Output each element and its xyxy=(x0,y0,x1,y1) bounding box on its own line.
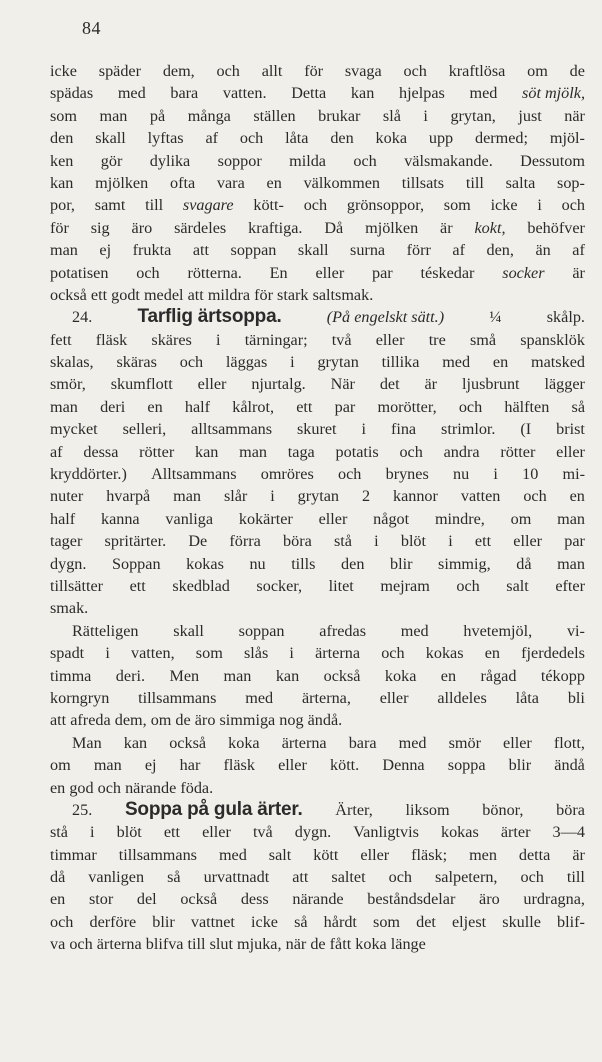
text-line: då vanligen så urvattnadt att saltet och salpetern, och till xyxy=(50,868,585,887)
text-line: som man på många ställen brukar slå i grytan, just när xyxy=(50,106,585,125)
text-line: potatisen och rötterna. En eller par téskedar socker är xyxy=(50,263,585,282)
text-line: skalas, skäras och läggas i grytan tillika med en matsked xyxy=(50,353,585,372)
text-line: fett fläsk skäres i tärningar; två eller tre små spansklök xyxy=(50,330,585,349)
text-line: korngryn tillsammans med ärterna, eller alldeles låta bli xyxy=(50,688,585,707)
text-line: nuter hvarpå man slår i grytan 2 kannor vatten och en xyxy=(50,487,585,506)
text-line: smör, skumflott eller njurtalg. När det är ljusbrunt lägger xyxy=(50,375,585,394)
text-line: 24. Tarflig ärtsoppa. (På engelskt sätt.) ¼ skålp. xyxy=(72,306,585,328)
text-line: dygn. Soppan kokas nu tills den blir simmig, då man xyxy=(50,554,585,573)
text-line: om man ej har fläsk eller kött. Denna soppa blir ändå xyxy=(50,756,585,775)
text-line: man deri en half kålrot, ett par morötter, och hälften så xyxy=(50,397,585,416)
body-text xyxy=(50,60,585,956)
text-line: half kanna vanliga kokärter eller något mindre, om man xyxy=(50,509,585,528)
text-line: stå i blöt ett eller två dygn. Vanligtvis kokas ärter 3—4 xyxy=(50,823,585,842)
text-line: en stor del också dess närande beståndsdelar äro urdragna, xyxy=(50,890,585,909)
text-line: spädas med bara vatten. Detta kan hjelpas med söt mjölk, xyxy=(50,84,585,103)
text-line: man ej frukta att soppan skall surna förr af den, än af xyxy=(50,241,585,260)
text-line: mycket selleri, alltsammans skuret i fina strimlor. (I brist xyxy=(50,420,585,439)
text-line: Man kan också koka ärterna bara med smör eller flott, xyxy=(72,733,585,752)
text-line: va och ärterna blifva till slut mjuka, när de fått koka länge xyxy=(50,935,426,954)
text-line: tillsätter ett skedblad socker, litet mejram och salt efter xyxy=(50,576,585,595)
text-line: att afreda dem, om de äro simmiga nog ändå. xyxy=(50,711,343,730)
text-line: spadt i vatten, som slås i ärterna och kokas en fjerdedels xyxy=(50,644,585,663)
text-line: icke späder dem, och allt för svaga och kraftlösa om de xyxy=(50,62,585,80)
text-line: också ett godt medel att mildra för stark saltsmak. xyxy=(50,285,374,304)
text-line: och derföre blir vattnet icke så hårdt som det eljest skulle blif- xyxy=(50,912,585,931)
text-line: ken gör dylika soppor milda och välsmakande. Dessutom xyxy=(50,151,585,170)
text-line: tager spritärter. De förra böra stå i blöt i ett eller par xyxy=(50,532,585,551)
text-line: den skall lyftas af och låta den koka upp dermed; mjöl- xyxy=(50,129,585,148)
text-line: af dessa rötter kan man taga potatis och andra rötter eller xyxy=(50,442,585,461)
text-line: timmar tillsammans med salt kött eller fläsk; men detta är xyxy=(50,845,585,864)
page-number: 84 xyxy=(82,18,101,38)
text-line: kryddörter.) Alltsammans omröres och brynes nu i 10 mi- xyxy=(50,465,585,484)
text-line: för sig äro särdeles kraftiga. Då mjölken är kokt, behöfver xyxy=(50,218,585,237)
text-line: 25. Soppa på gula ärter. Ärter, liksom bönor, böra xyxy=(72,798,585,820)
text-line: en god och närande föda. xyxy=(50,778,214,797)
text-line: timma deri. Men man kan också koka en rågad tékopp xyxy=(50,666,585,685)
text-line: por, samt till svagare kött- och grönsoppor, som icke i och xyxy=(50,196,585,215)
text-line: Rätteligen skall soppan afredas med hvetemjöl, vi- xyxy=(72,621,585,640)
text-line: smak. xyxy=(50,599,89,618)
text-line: kan mjölken ofta vara en välkommen tillsats till salta sop- xyxy=(50,173,585,192)
